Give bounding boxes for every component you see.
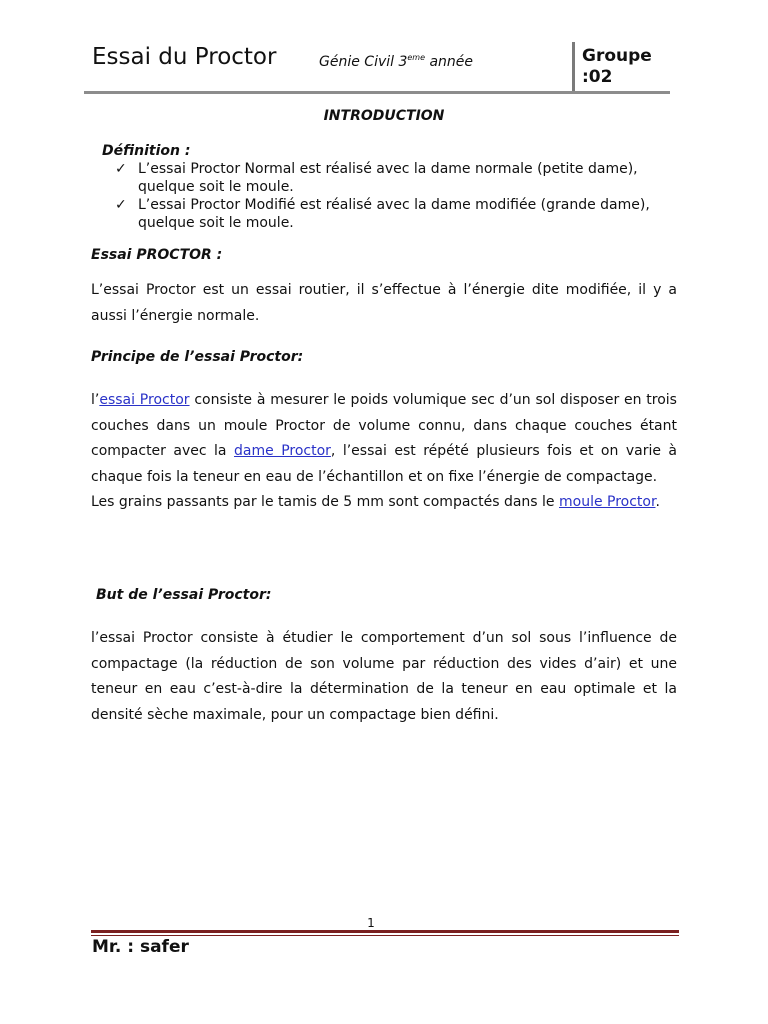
footer-rule — [91, 930, 679, 933]
footer-author: Mr. : safer — [92, 937, 189, 957]
group-label-line1: Groupe — [582, 46, 652, 66]
definition-item-text: L’essai Proctor Modifié est réalisé avec la dame modifiée (grande dame), quelque soit le moule. — [138, 197, 650, 231]
definition-item — [115, 196, 655, 232]
definition-heading: Définition : — [102, 143, 191, 159]
principe-text-segment: consiste à mesurer le poids volumique sec d’un sol disposer en trois couches dans un moule Proctor de volume connu, dans chaque couches étant compacter avec la — [91, 392, 677, 460]
footer-rule-thin — [91, 935, 679, 936]
but-paragraph — [91, 626, 677, 728]
essai-paragraph — [91, 278, 677, 329]
introduction-heading: INTRODUCTION — [323, 108, 445, 124]
principe-paragraph — [91, 388, 677, 516]
group-label — [582, 46, 652, 88]
moule-proctor-link[interactable]: moule Proctor — [559, 494, 656, 511]
subtitle-suffix: année — [425, 54, 474, 70]
document-title: Essai du Proctor — [92, 44, 277, 70]
checkmark-icon: ✓ — [115, 161, 127, 177]
principe-text-segment: . — [655, 494, 660, 511]
essai-text: L’essai Proctor est un essai routier, il s’effectue à l’énergie dite modifiée, il y a aussi l’énergie normale. — [91, 282, 677, 324]
checkmark-icon: ✓ — [115, 197, 127, 213]
essai-heading: Essai PROCTOR : — [91, 247, 223, 263]
principe-text-2 — [91, 490, 677, 516]
header-rule — [84, 91, 670, 94]
header-divider — [572, 42, 575, 92]
principe-text-segment: , l’essai est répété plusieurs fois et on varie à chaque fois la teneur en eau de l’échantillon et on fixe l’énergie de compactage. — [91, 443, 678, 485]
definition-item-text: L’essai Proctor Normal est réalisé avec la dame normale (petite dame), quelque soit le moule. — [138, 161, 638, 195]
subtitle-superscript: eme — [407, 53, 426, 62]
group-label-line2: :02 — [582, 67, 613, 87]
definition-list — [115, 160, 655, 232]
subtitle-text: Génie Civil 3 — [319, 54, 408, 70]
page-number: 1 — [367, 916, 375, 930]
but-text: l’essai Proctor consiste à étudier le comportement d’un sol sous l’influence de compactage (la réduction de son volume par réduction des vides d’air) et une teneur en eau c’est-à-dire la détermination de la teneur en eau optimale et la densité sèche maximale, pour un compactage bien défini. — [91, 630, 677, 723]
principe-heading: Principe de l’essai Proctor: — [91, 349, 304, 365]
principe-text-1 — [91, 388, 677, 490]
document-subtitle — [319, 53, 473, 70]
principe-text-segment: Les grains passants par le tamis de 5 mm sont compactés dans le — [91, 494, 559, 511]
but-heading: But de l’essai Proctor: — [96, 587, 272, 603]
essai-proctor-link[interactable]: essai Proctor — [99, 392, 190, 408]
dame-proctor-link[interactable]: dame Proctor — [234, 443, 331, 460]
principe-text-segment: l’ — [91, 392, 100, 408]
definition-item — [115, 160, 655, 196]
